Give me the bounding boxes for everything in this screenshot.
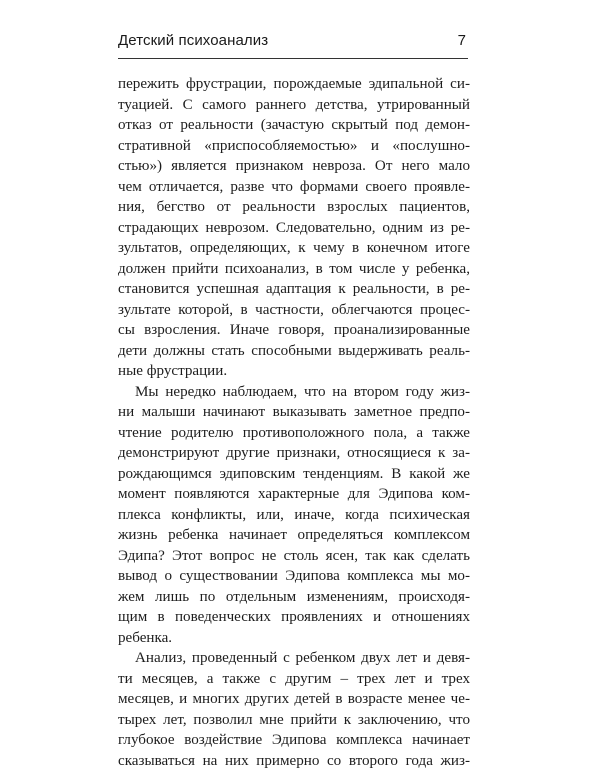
text-line: Мы нередко наблюдаем, что на втором году жиз- [118, 382, 470, 403]
text-line: пережить фрустрации, порождаемые эдипальной си- [118, 74, 470, 95]
text-line: отказ от реальности (зачастую скрытый под демон- [118, 115, 470, 136]
text-line: ти месяцев, а также с другим – трех лет и трех [118, 669, 470, 690]
text-line: ные фрустрации. [118, 361, 470, 382]
text-line: дети должны стать способными выдерживать реаль- [118, 341, 470, 362]
text-line: месяцев, и многих других детей в возрасте менее че- [118, 689, 470, 710]
text-line: демонстрируют другие признаки, относящиеся к за- [118, 443, 470, 464]
text-line: чтение родителю противоположного пола, а также [118, 423, 470, 444]
text-line: Анализ, проведенный с ребенком двух лет и девя- [118, 648, 470, 669]
text-line: зультате которой, в частности, облегчаются процес- [118, 300, 470, 321]
text-line: рождающимся эдиповским тенденциям. В какой же [118, 464, 470, 485]
text-line: стративной «приспособляемостью» и «послушно- [118, 136, 470, 157]
text-line: ребенка. [118, 628, 470, 649]
text-line: жизнь ребенка начинает определяться комплексом [118, 525, 470, 546]
text-line: момент появляются характерные для Эдипова ком- [118, 484, 470, 505]
text-line: сказываться на них примерно со второго года жиз- [118, 751, 470, 771]
text-line: становится успешная адаптация к реальности, в ре- [118, 279, 470, 300]
paragraph [118, 382, 470, 649]
text-line: сы взросления. Иначе говоря, проанализированные [118, 320, 470, 341]
text-line: плекса конфликты, или, иначе, когда психическая [118, 505, 470, 526]
text-line: ни малыши начинают выказывать заметное предпо- [118, 402, 470, 423]
text-line: зультатов, определяющих, к чему в конечном итоге [118, 238, 470, 259]
text-line: тырех лет, позволил мне прийти к заключению, что [118, 710, 470, 731]
text-line: жем лишь по отдельным изменениям, происходя- [118, 587, 470, 608]
text-line: чем отличается, разве что формами своего проявле- [118, 177, 470, 198]
header-rule [118, 58, 468, 59]
text-line: вывод о существовании Эдипова комплекса мы мо- [118, 566, 470, 587]
text-line: ния, бегство от реальности взрослых пациентов, [118, 197, 470, 218]
text-line: должен прийти психоанализ, в том числе у ребенка, [118, 259, 470, 280]
page-number: 7 [458, 32, 466, 49]
text-line: страдающих неврозом. Следовательно, одним из ре- [118, 218, 470, 239]
text-line: Эдипа? Этот вопрос не столь ясен, так как сделать [118, 546, 470, 567]
running-header [118, 30, 468, 54]
body-text [118, 74, 470, 771]
text-line: щим в поведенческих проявлениях и отношениях [118, 607, 470, 628]
text-line: глубокое воздействие Эдипова комплекса начинает [118, 730, 470, 751]
paragraph [118, 74, 470, 382]
running-title: Детский психоанализ [118, 32, 268, 49]
text-line: туацией. С самого раннего детства, утрированный [118, 95, 470, 116]
text-line: стью») является признаком невроза. От него мало [118, 156, 470, 177]
paragraph [118, 648, 470, 771]
